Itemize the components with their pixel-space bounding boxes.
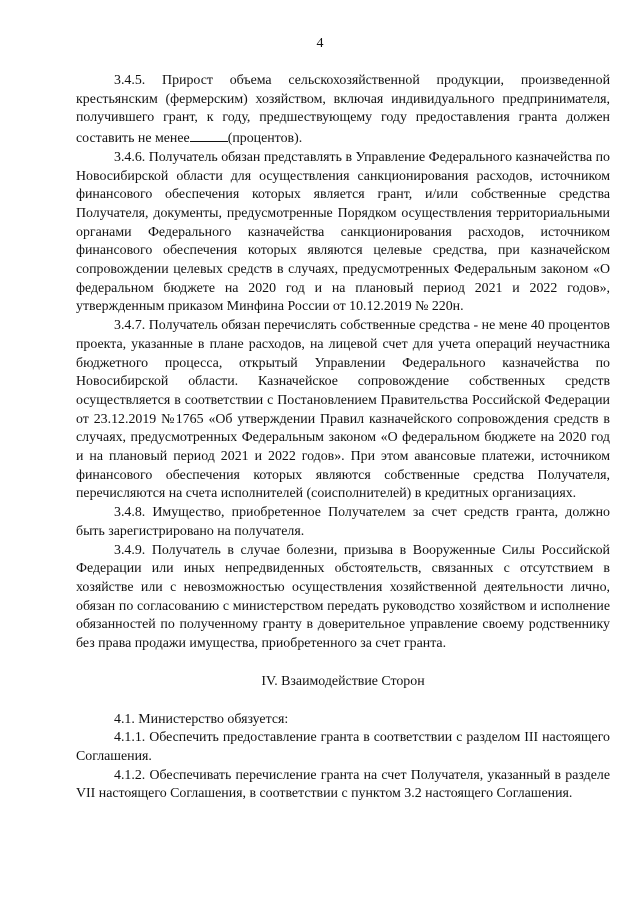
- page-number: 4: [316, 36, 324, 51]
- clause-4-1-2: 4.1.2. Обеспечивать перечисление гранта на счет Получателя, указанный в разделе VII настоящего Соглашения, в соответствии с пунктом 3.2 настоящего Соглашения.: [76, 767, 610, 802]
- clause-3-4-8: 3.4.8. Имущество, приобретенное Получателем за счет средств гранта, должно быть зарегистрировано на получателя.: [76, 505, 610, 539]
- clause-3-4-5-text-end: (процентов).: [227, 131, 303, 147]
- clause-3-4-9: 3.4.9. Получатель в случае болезни, призыва в Вооруженные Силы Российской Федерации или иных непредвиденных обстоятельств, связанных с отсутствием в хозяйстве или с невозможностью осуществления хозяйственной деятельности лично, обязан по согласованию с министерством передать руководство хозяйством и исполнение обязанностей по полученному гранту в доверительное управление своему родственнику без права продажи имущества, приобретенного за счет гранта.: [76, 542, 610, 652]
- clause-4-1-1: 4.1.1. Обеспечить предоставление гранта в соответствии с разделом III настоящего Соглашения.: [76, 730, 610, 764]
- clause-3-4-7: 3.4.7. Получатель обязан перечислять собственные средства - не мене 40 процентов проекта, указанные в плане расходов, на лицевой счет для учета операций неучастника бюджетного процесса, открытый Управлении Федерального казначейства по Новосибирской области. Казначейское сопровождение собственных средств осуществляется в соответствии с Постановлением Правительства Российской Федерации от 23.12.2019 №1765 «Об утверждении Правил казначейского сопровождения средств в случаях, предусмотренных Федеральным законом «О федеральном бюджете на 2020 год и на плановый период 2021 и 2022 годов». При этом авансовые платежи, источником финансового обеспечения которых являются собственные средства Получателя, перечисляются на счета исполнителей (соисполнителей) в кредитных организациях.: [76, 318, 610, 502]
- blank-fill-line: [190, 128, 228, 142]
- clause-3-4-5-text: 3.4.5. Прирост объема сельскохозяйственной продукции, произведенной крестьянским (фермерским) хозяйством, включая индивидуального предпринимателя, получившего грант, к году, предшествующему году предоставления гранта должен составить не менее: [76, 73, 610, 147]
- document-body: [76, 72, 610, 804]
- clause-3-4-6: 3.4.6. Получатель обязан представлять в Управление Федерального казначейства по Новосибирской области для осуществления санкционирования расходов, источником финансового обеспечения которых является грант, и/или собственные средства Получателя, документы, предусмотренные Порядком осуществления территориальными органами Федерального казначейства санкционирования расходов, источником финансового обеспечения которых являются целевые средства, при казначейском сопровождении целевых средств в случаях, предусмотренных Федеральным законом «О федеральном бюджете на 2020 год и на плановый период 2021 и 2022 годов», утвержденным приказом Минфина России от 10.12.2019 № 220н.: [76, 149, 610, 315]
- section-heading: IV. Взаимодействие Сторон: [261, 673, 425, 689]
- clause-3-4-5: [76, 72, 610, 149]
- clause-4-1: 4.1. Министерство обязуется:: [114, 711, 289, 727]
